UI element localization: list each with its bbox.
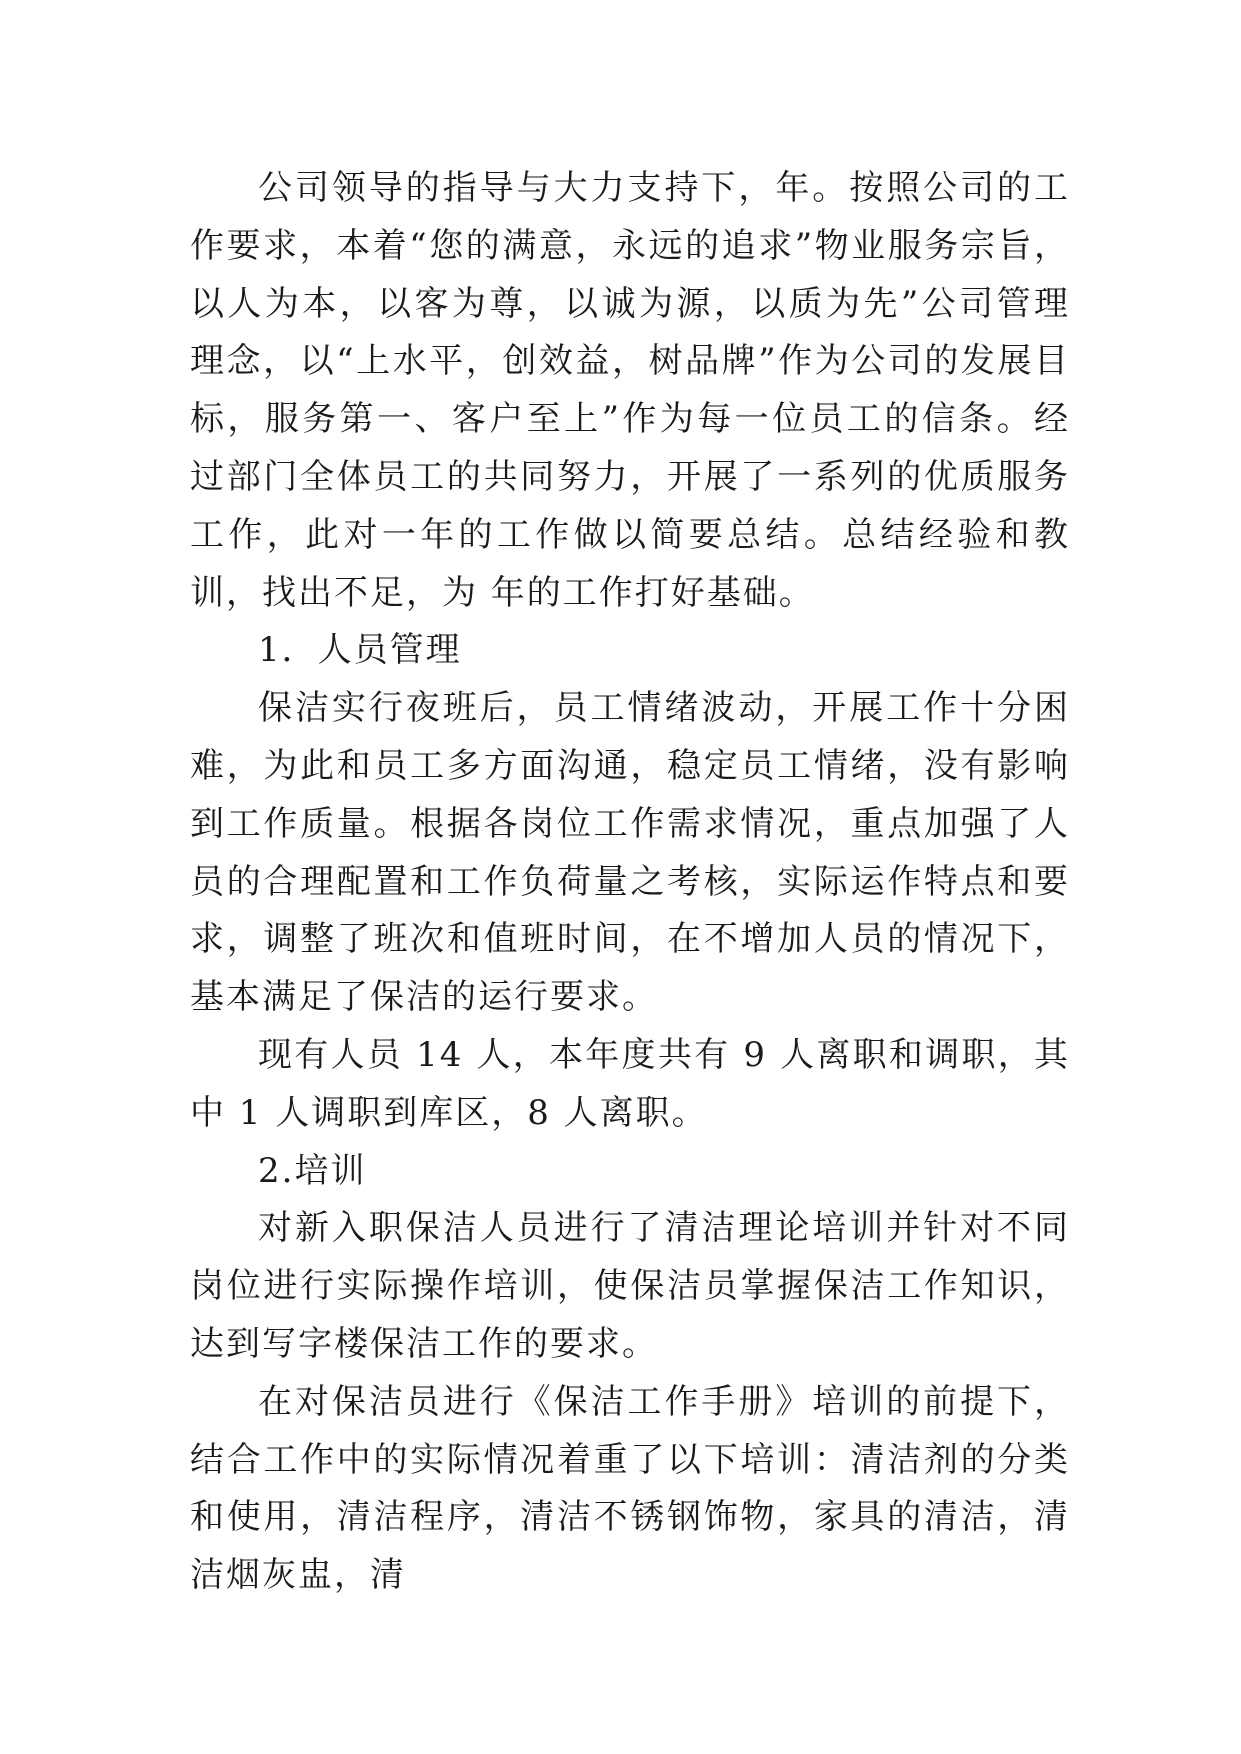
- section-heading-personnel: 1．人员管理: [258, 630, 462, 671]
- document-page: [190, 160, 1070, 1605]
- paragraph-staff-count: 现有人员 14 人，本年度共有 9 人离职和调职，其中 1 人调职到库区，8 人离职。: [190, 1034, 1070, 1133]
- section-heading-training: 2.培训: [258, 1150, 367, 1191]
- paragraph-intro: 公司领导的指导与大力支持下，年。按照公司的工作要求，本着“您的满意，永远的追求”物业服务宗旨，以人为本，以客为尊，以诚为源，以质为先”公司管理理念，以“上水平，创效益，树品牌”作为公司的发展目标，服务第一、客户至上”作为每一位员工的信条。经过部门全体员工的共同努力，开展了一系列的优质服务工作，此对一年的工作做以简要总结。总结经验和教训，找出不足，为 年的工作打好基础。: [190, 168, 1070, 613]
- paragraph-training-details: 在对保洁员进行《保洁工作手册》培训的前提下，结合工作中的实际情况着重了以下培训：清洁剂的分类和使用，清洁程序，清洁不锈钢饰物，家具的清洁，清洁烟灰盅，清: [190, 1381, 1070, 1596]
- paragraph-training: 对新入职保洁人员进行了清洁理论培训并针对不同岗位进行实际操作培训，使保洁员掌握保洁工作知识，达到写字楼保洁工作的要求。: [190, 1208, 1070, 1364]
- paragraph-personnel: 保洁实行夜班后，员工情绪波动，开展工作十分困难，为此和员工多方面沟通，稳定员工情绪，没有影响到工作质量。根据各岗位工作需求情况，重点加强了人员的合理配置和工作负荷量之考核，实际运作特点和要求，调整了班次和值班时间，在不增加人员的情况下，基本满足了保洁的运行要求。: [190, 688, 1070, 1018]
